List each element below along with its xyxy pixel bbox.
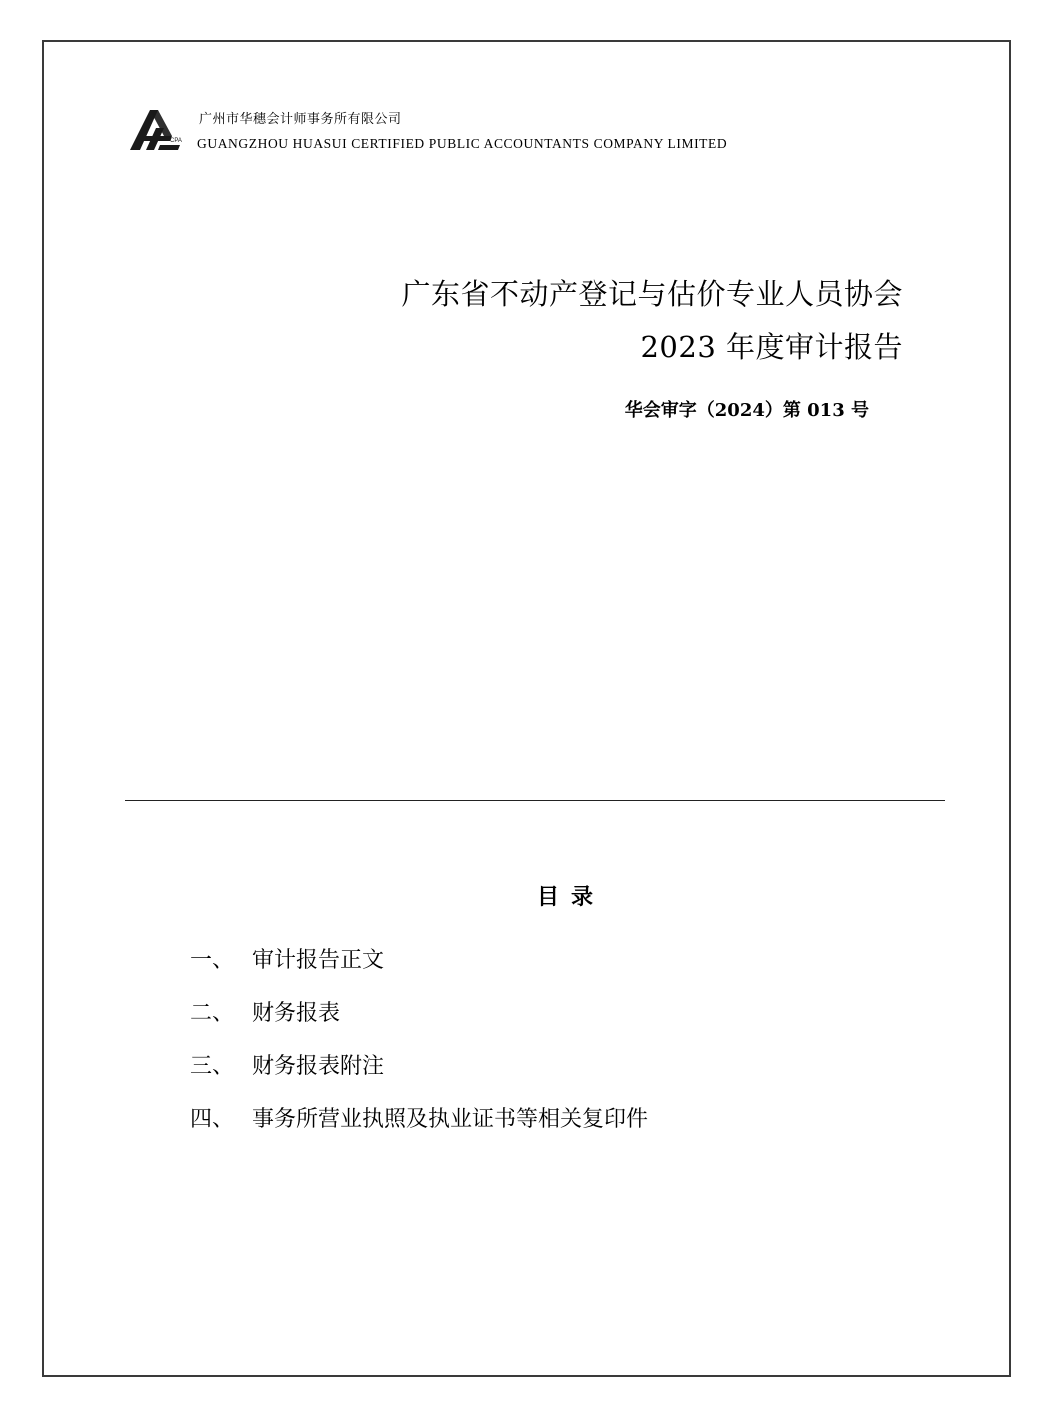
- toc-item-number: 四、: [190, 1107, 235, 1132]
- toc-item: [190, 932, 648, 985]
- firm-logo: [128, 106, 186, 154]
- report-title-line1: 广东省不动产登记与估价专业人员协会: [401, 277, 903, 311]
- toc-item-label: 财务报表: [252, 1001, 341, 1026]
- toc-item-number: 三、: [190, 1054, 235, 1079]
- toc-item: [190, 1038, 648, 1091]
- toc-item: [190, 1091, 648, 1144]
- toc-item-label: 事务所营业执照及执业证书等相关复印件: [252, 1107, 649, 1132]
- logo-cpa-text: CPA: [170, 138, 182, 144]
- firm-name-cn: 广州市华穗会计师事务所有限公司: [199, 112, 402, 127]
- toc-item-label: 审计报告正文: [252, 948, 385, 973]
- report-reference-number: 华会审字（2024）第 013 号: [624, 400, 869, 421]
- toc-item: [190, 985, 648, 1038]
- page-border: [42, 40, 1011, 1377]
- toc-item-label: 财务报表附注: [252, 1054, 385, 1079]
- section-divider: [125, 800, 945, 801]
- report-title-line2: 2023 年度审计报告: [640, 330, 903, 364]
- firm-name-en: GUANGZHOU HUASUI CERTIFIED PUBLIC ACCOUNTANTS COMPANY LIMITED: [197, 136, 728, 151]
- toc-list: [190, 932, 648, 1144]
- toc-title: 目录: [537, 884, 606, 910]
- toc-item-number: 二、: [190, 1001, 235, 1026]
- toc-item-number: 一、: [190, 948, 235, 973]
